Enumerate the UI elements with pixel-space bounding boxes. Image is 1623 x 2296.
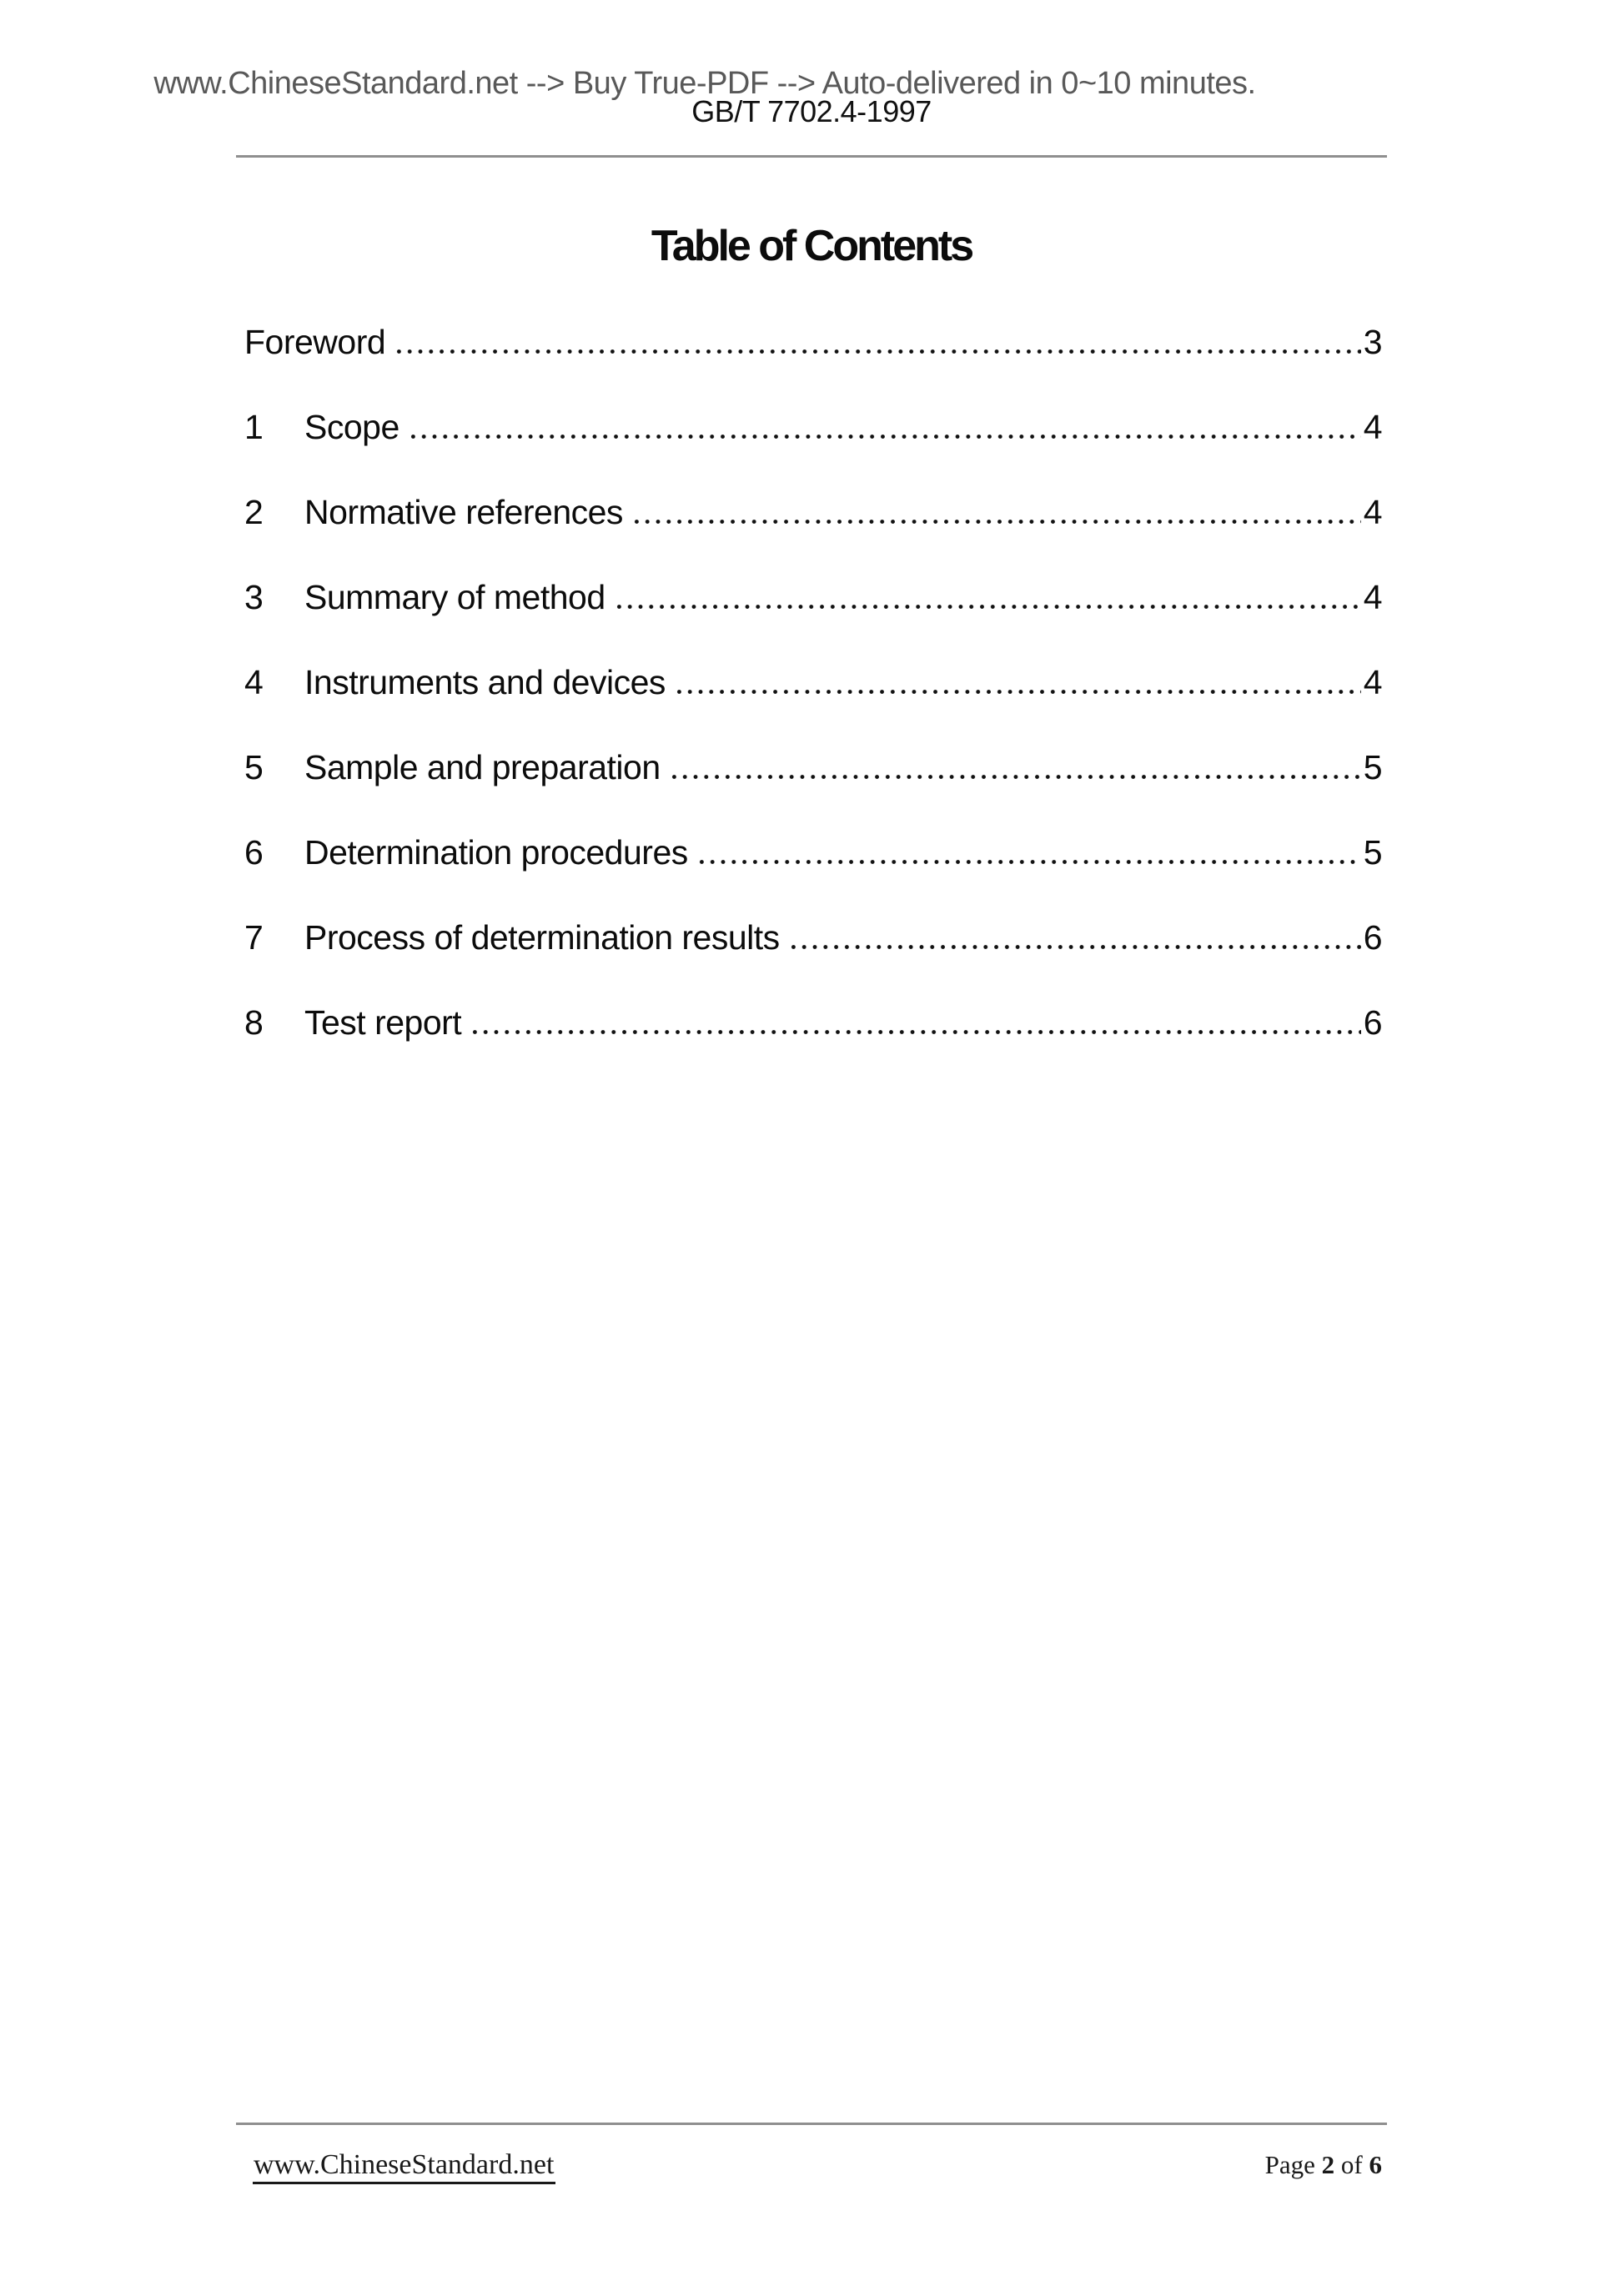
header-standard-code: GB/T 7702.4-1997: [691, 94, 932, 128]
toc-entry-number: 3: [244, 578, 264, 616]
toc-entry-label: Scope: [304, 408, 399, 446]
footer-page-indicator: [1265, 2152, 1382, 2178]
toc-entry-page: 4: [1363, 663, 1382, 701]
toc-entry-label: Instruments and devices: [304, 663, 666, 701]
of-word: of: [1340, 2150, 1363, 2179]
toc-entry-number: 6: [244, 833, 264, 872]
toc-entry: [244, 580, 1382, 666]
toc-entry: [244, 1003, 1382, 1091]
toc-entry-label: Determination procedures: [304, 833, 688, 872]
toc-entry-page: 3: [1363, 323, 1382, 361]
dot-leader: [408, 435, 1361, 439]
footer-site-link[interactable]: www.ChineseStandard.net: [253, 2151, 555, 2184]
toc-entry-page: 5: [1363, 833, 1382, 872]
toc-entry: [244, 833, 1382, 921]
toc-entry: [244, 663, 1382, 751]
header-divider: [236, 155, 1387, 158]
page-footer: [253, 2151, 1382, 2184]
toc-entry-number: 4: [244, 663, 264, 701]
toc-entry-page: 5: [1363, 748, 1382, 786]
page-current-number: 2: [1321, 2150, 1335, 2179]
toc-entry-label: Test report: [304, 1003, 462, 1042]
toc-entry-number: 8: [244, 1003, 264, 1042]
toc-entry-label: Summary of method: [304, 578, 605, 616]
dot-leader: [674, 690, 1361, 694]
toc-entry-label: Process of determination results: [304, 918, 780, 957]
toc-entry: [244, 410, 1382, 495]
page-total-number: 6: [1369, 2150, 1382, 2179]
toc-entry-page: 6: [1363, 1003, 1382, 1042]
page-word: Page: [1264, 2150, 1315, 2179]
toc-entry-page: 6: [1363, 918, 1382, 957]
dot-leader: [470, 1030, 1361, 1034]
toc-title: Table of Contents: [651, 222, 972, 270]
toc-entry-page: 4: [1363, 578, 1382, 616]
toc-entry-number: 7: [244, 918, 264, 957]
toc-entry: [244, 918, 1382, 1006]
toc-entry-label: Foreword: [244, 323, 386, 361]
dot-leader: [394, 349, 1361, 354]
header-promo-text: www.ChineseStandard.net --> Buy True-PDF --> Auto-delivered in 0~10 minutes.: [153, 66, 1256, 101]
toc-entry-number: 1: [244, 408, 264, 446]
dot-leader: [669, 775, 1361, 779]
toc-entry-page: 4: [1363, 408, 1382, 446]
toc-entry-number: 5: [244, 748, 264, 786]
toc-entry: [244, 325, 1382, 410]
toc-entry-label: Sample and preparation: [304, 748, 661, 786]
toc-entry: [244, 748, 1382, 836]
toc-list: [244, 325, 1382, 1091]
dot-leader: [696, 860, 1361, 864]
footer-divider: [236, 2123, 1387, 2125]
toc-entry-page: 4: [1363, 493, 1382, 531]
toc-entry: [244, 495, 1382, 580]
dot-leader: [631, 520, 1361, 524]
dot-leader: [614, 605, 1361, 609]
toc-entry-label: Normative references: [304, 493, 623, 531]
dot-leader: [788, 945, 1361, 949]
toc-entry-number: 2: [244, 493, 264, 531]
